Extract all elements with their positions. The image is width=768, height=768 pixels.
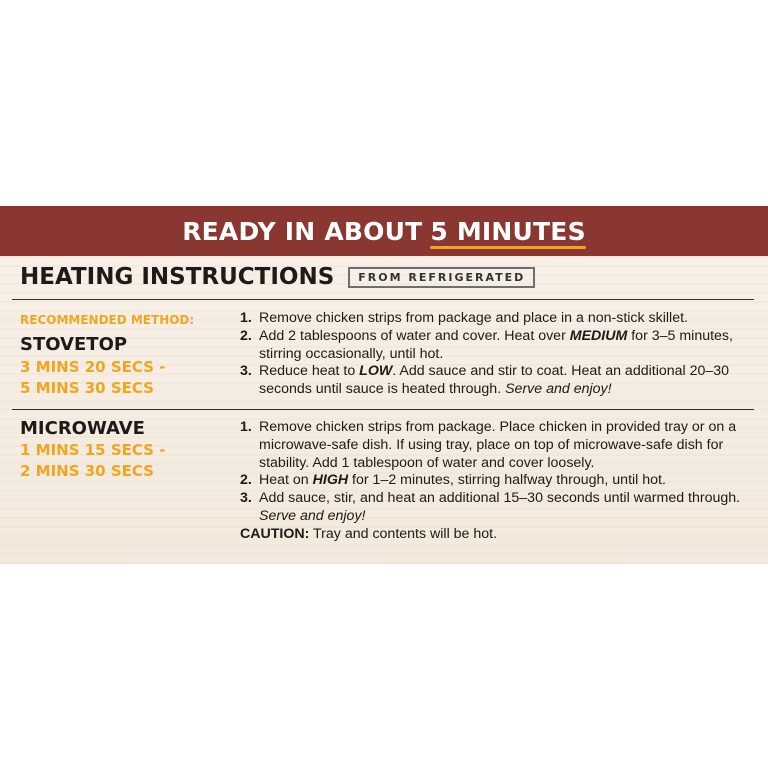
heating-instructions-panel bbox=[0, 206, 768, 564]
refrigerated-badge: FROM REFRIGERATED bbox=[348, 267, 535, 288]
page-title: HEATING INSTRUCTIONS bbox=[20, 264, 335, 290]
banner-highlight: 5 MINUTES bbox=[430, 216, 586, 246]
microwave-step-3 bbox=[240, 490, 760, 526]
caution-line bbox=[240, 526, 760, 544]
step-text: Heat on HIGH for 1–2 minutes, stirring halfway through, until hot. bbox=[259, 472, 666, 489]
microwave-summary bbox=[20, 418, 165, 482]
step-text: Add 2 tablespoons of water and cover. Heat over MEDIUM for 3–5 minutes, stirring occasionally, until hot. bbox=[259, 327, 733, 362]
stovetop-time-min: 3 MINS 20 SECS - bbox=[20, 358, 166, 376]
step-number: 2. bbox=[240, 327, 252, 344]
microwave-time-max: 2 MINS 30 SECS bbox=[20, 462, 154, 480]
step-text: Remove chicken strips from package. Place chicken in provided tray or on a microwave-safe dish. If using tray, place on top of microwave-safe dish for stability. Add 1 tablespoon of water and cover loosely. bbox=[259, 419, 737, 471]
stovetop-steps bbox=[240, 310, 760, 399]
step-text: Remove chicken strips from package and place in a non-stick skillet. bbox=[259, 310, 688, 326]
step-number: 2. bbox=[240, 472, 252, 489]
microwave-step-2 bbox=[240, 472, 760, 490]
microwave-title: MICROWAVE bbox=[20, 418, 145, 439]
step-number: 1. bbox=[240, 310, 252, 326]
heading-row bbox=[20, 264, 535, 290]
stovetop-step-2 bbox=[240, 328, 760, 364]
banner-prefix: READY IN ABOUT bbox=[182, 216, 423, 246]
divider-top bbox=[12, 299, 754, 300]
stovetop-time-max: 5 MINS 30 SECS bbox=[20, 379, 154, 397]
caution-text: Tray and contents will be hot. bbox=[309, 525, 498, 542]
divider-middle bbox=[12, 409, 754, 410]
step-number: 3. bbox=[240, 363, 252, 380]
step-text: Add sauce, stir, and heat an additional 15–30 seconds until warmed through. Serve and enjoy! bbox=[259, 490, 741, 524]
caution-label: CAUTION: bbox=[240, 525, 310, 542]
recommended-label: RECOMMENDED METHOD: bbox=[20, 313, 195, 327]
microwave-time-min: 1 MINS 15 SECS - bbox=[20, 441, 166, 459]
stovetop-step-3 bbox=[240, 363, 760, 399]
ready-banner bbox=[0, 206, 768, 256]
step-number: 3. bbox=[240, 490, 252, 507]
stovetop-step-1 bbox=[240, 310, 760, 328]
step-number: 1. bbox=[240, 419, 252, 435]
stovetop-title: STOVETOP bbox=[20, 334, 128, 355]
stovetop-summary bbox=[20, 313, 194, 399]
microwave-steps bbox=[240, 419, 760, 544]
microwave-step-1 bbox=[240, 419, 760, 472]
step-text: Reduce heat to LOW. Add sauce and stir to coat. Heat an additional 20–30 seconds until sauce is heated through. Serve and enjoy! bbox=[259, 363, 730, 398]
